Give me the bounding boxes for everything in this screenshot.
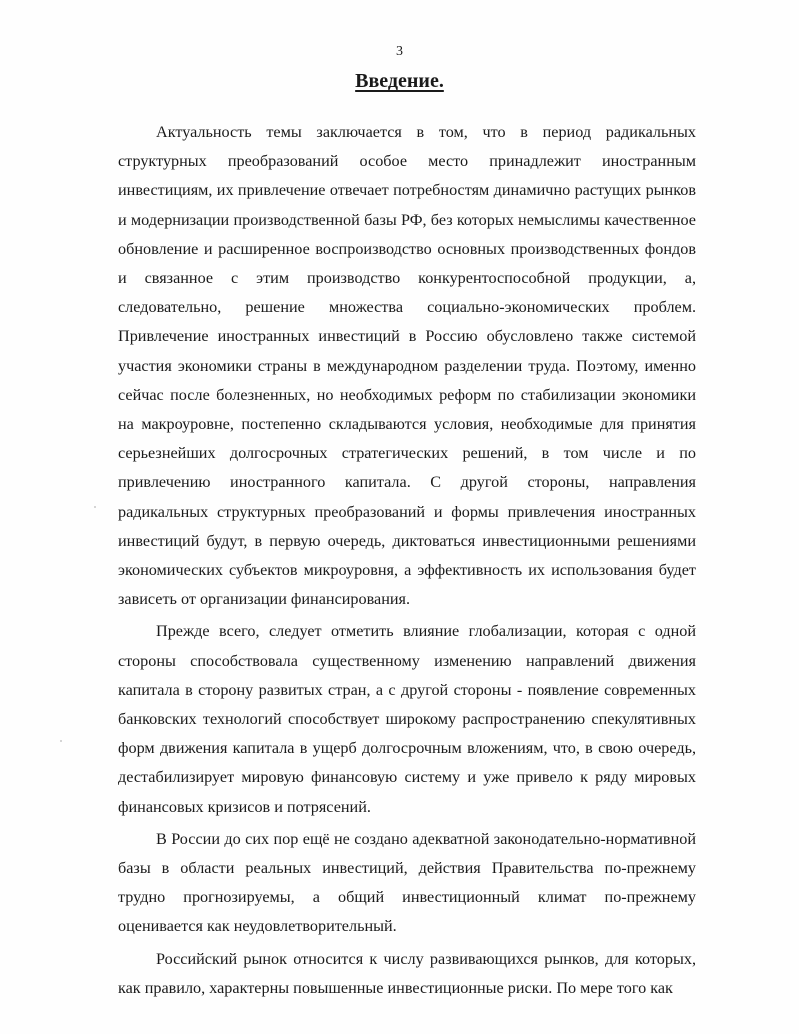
scan-speck [60, 740, 62, 742]
scan-speck [94, 506, 96, 508]
page-number: 3 [396, 44, 403, 59]
paragraph: Российский рынок относится к числу развивающихся рынков, для которых, как правило, характерны повышенные инвестиционные риски. По мере того как [118, 949, 696, 997]
paragraph: В России до сих пор ещё не создано адекватной законодательно-нормативной базы в области реальных инвестиций, действия Правительства по-прежнему трудно прогнозируемы, а общий инвестиционный климат по-прежнему оценивается как неудовлетворительный. [118, 829, 696, 936]
body-text [118, 118, 696, 1003]
section-title: Введение. [355, 70, 444, 92]
paragraph: Прежде всего, следует отметить влияние глобализации, которая с одной стороны способствовала существенному изменению направлений движения капитала в сторону развитых стран, а с другой стороны - появление современных банковских технологий способствует широкому распространению спекулятивных форм движения капитала в ущерб долгосрочным вложениям, что, в свою очередь, дестабилизирует мировую финансовую систему и уже привело к ряду мировых финансовых кризисов и потрясений. [118, 622, 696, 816]
paragraph: Актуальность темы заключается в том, что в период радикальных структурных преобразований особое место принадлежит иностранным инвестициям, их привлечение отвечает потребностям динамично растущих рынков и модернизации производственной базы РФ, без которых немыслимы качественное обновление и расширенное воспроизводство основных производственных фондов и связанное с этим производство конкурентоспособной продукции, а, следовательно, решение множества социально-экономических проблем. Привлечение иностранных инвестиций в Россию обусловлено также системой участия экономики страны в международном разделении труда. Поэтому, именно сейчас после болезненных, но необходимых реформ по стабилизации экономики на макроуровне, постепенно складываются условия, необходимые для принятия серьезнейших долгосрочных стратегических решений, в том числе и по привлечению иностранного капитала. С другой стороны, направления радикальных структурных преобразований и формы привлечения иностранных инвестиций будут, в первую очередь, диктоваться инвестиционными решениями экономических субъектов микроуровня, а эффективность их использования будет зависеть от организации финансирования. [118, 123, 696, 609]
